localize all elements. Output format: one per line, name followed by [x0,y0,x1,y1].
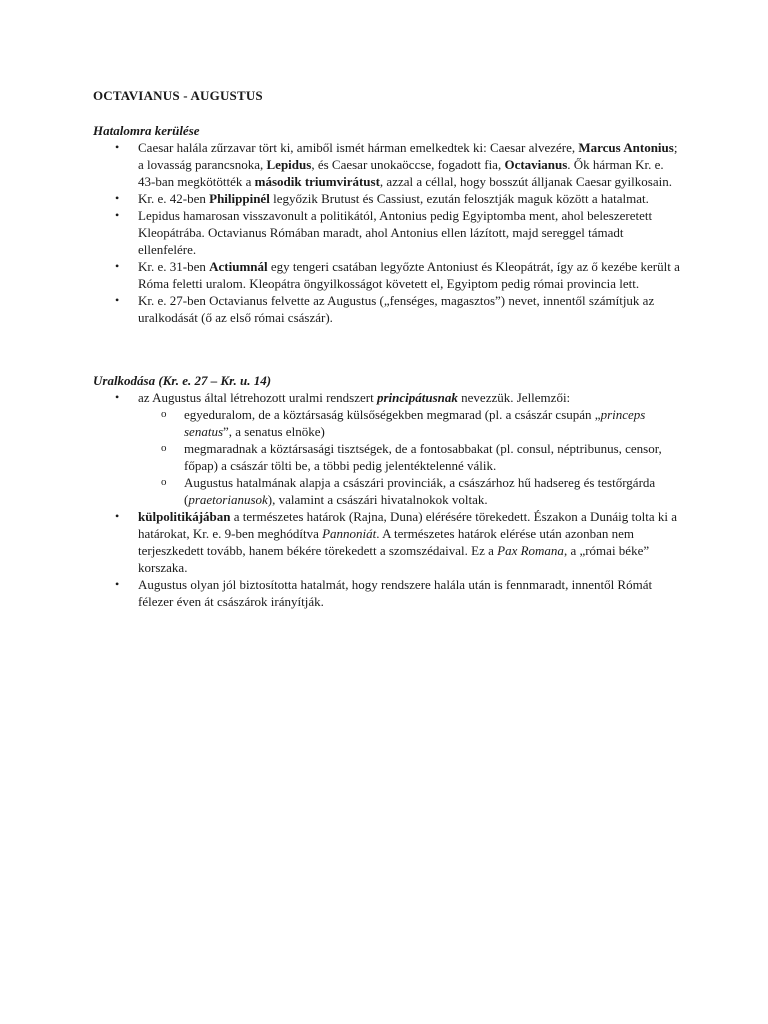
list-item: • Caesar halála zűrzavar tört ki, amiből ismét hárman emelkedtek ki: Caesar alvezére, Marcus Antonius; a lovasság parancsnoka, Lepidus, és Caesar unokaöccse, fogadott fia, Octavianus. Ők hárman Kr. e. 43-ban megkötötték a második triumvirátust, azzal a céllal, hogy bosszút álljanak Caesar gyilkosain. [93,139,683,190]
term-second-triumvirate: második triumvirátust [254,174,380,189]
term-praetorians: praetorianusok [188,492,268,507]
term-lepidus: Lepidus [266,157,312,172]
sub-list-item: o egyeduralom, de a köztársaság külsőségekben megmarad (pl. a császár csupán „princeps senatus”, a senatus elnöke) [138,406,683,440]
term-marcus-antonius: Marcus Antonius [578,140,674,155]
list-item: • Kr. e. 42-ben Philippinél legyőzik Brutust és Cassiust, ezután felosztják maguk között a hatalmat. [93,190,683,207]
principate-features-list [138,406,683,508]
list-item: • Augustus olyan jól biztosította hatalmát, hogy rendszere halála után is fennmaradt, innentől Rómát félezer éven át császárok irányítják. [93,576,683,610]
rise-to-power-list [93,139,683,326]
sub-list-item: o Augustus hatalmának alapja a császári provinciák, a császárhoz hű hadsereg és testőrgárda (praetorianusok), valamint a császári hivatalnokok voltak. [138,474,683,508]
list-item: • külpolitikájában a természetes határok (Rajna, Duna) elérésére törekedett. Északon a Dunáig tolta ki a határokat, Kr. e. 9-ben meghódítva Pannoniát. A természetes határok elérése után azonban nem terjeszkedett tovább, hanem békére törekedett a szomszédaival. Ez a Pax Romana, a „római béke” korszaka. [93,508,683,576]
term-principate: principátusnak [376,390,458,405]
list-item: • Kr. e. 27-ben Octavianus felvette az Augustus („fenséges, magasztos”) nevet, innentől számítjuk az uralkodását (ő az első római császár). [93,292,683,326]
term-pannonia: Pannoniát [322,526,377,541]
term-actium: Actiumnál [209,259,268,274]
term-princeps-senatus: princeps senatus [184,407,646,439]
term-octavianus: Octavianus [504,157,568,172]
section-heading-rise-to-power: Hatalomra kerülése [93,123,200,138]
section-heading-reign: Uralkodása (Kr. e. 27 – Kr. u. 14) [93,373,272,388]
term-foreign-policy: külpolitikájában [138,509,231,524]
list-item: • Lepidus hamarosan visszavonult a politikától, Antonius pedig Egyiptomba ment, ahol beleszeretett Kleopátrába. Octavianus Rómában maradt, ahol Antonius ellen lázított, majd sereggel támadt ellenfelére. [93,207,683,258]
list-item: • az Augustus által létrehozott uralmi rendszert principátusnak nevezzük. Jellemzői: o egyeduralom, de a köztársaság külsőségekben megmarad (pl. a császár csupán „princeps senatus”, a senatus elnöke) o megmaradnak a köztársasági tisztségek, de a fontosabbakat (pl. consul, néptribunus, censor, főpap) a császár tölti be, a többi pedig jelentéktelenné válik. o Augustus hatalmának alapja a császári provinciák, a császárhoz hű hadsereg és testőrgárda (praetorianusok), valamint a császári hivatalnokok voltak. [93,389,683,508]
reign-list [93,389,683,610]
document-title: OCTAVIANUS - AUGUSTUS [93,88,263,103]
term-pax-romana: Pax Romana [497,543,564,558]
sub-list-item: o megmaradnak a köztársasági tisztségek, de a fontosabbakat (pl. consul, néptribunus, censor, főpap) a császár tölti be, a többi pedig jelentéktelenné válik. [138,440,683,474]
list-item: • Kr. e. 31-ben Actiumnál egy tengeri csatában legyőzte Antoniust és Kleopátrát, így az ő kezébe került a Róma feletti uralom. Kleopátra öngyilkosságot követett el, Egyiptom pedig római provincia lett. [93,258,683,292]
term-philippi: Philippinél [209,191,270,206]
